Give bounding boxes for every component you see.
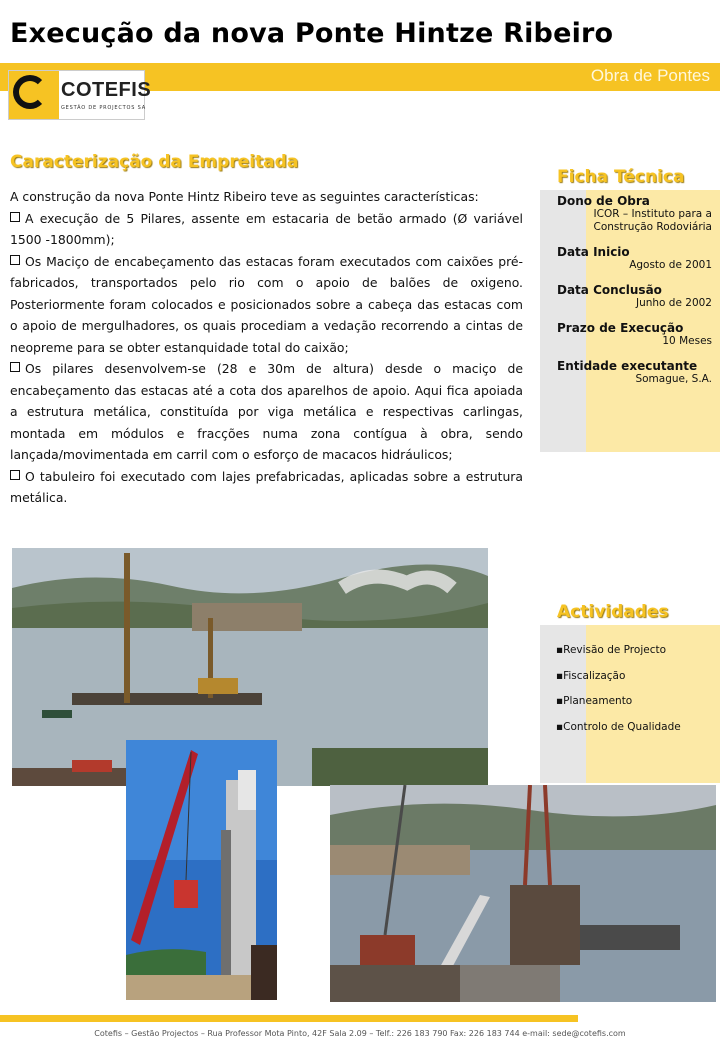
actividades-heading: Actividades (557, 602, 669, 622)
bullet-item: Os Maciço de encabeçamento das estacas foram executados com caixões pré-fabricados, transportados pelo rio com o apoio de balões de oxigeno. Posteriormente foram colocados e posicionados sobre a cabeça das estacas com o apoio de mergulhadores, os quais procediam a vedação recorrendo a cintas de neopreme para se obter estanquidade total do caixão; (10, 253, 523, 355)
actividade-item: ▪Revisão de Projecto (556, 644, 667, 656)
logo-c-mark (13, 75, 47, 109)
bullet-item: O tabuleiro foi executado com lajes prefabricadas, aplicadas sobre a estrutura metálica. (10, 468, 523, 505)
checkbox-bullet-icon (10, 470, 20, 480)
ficha-label: Data Conclusão (557, 283, 662, 297)
ficha-value: Junho de 2002 (635, 297, 712, 309)
actividade-item: ▪Planeamento (556, 695, 633, 707)
ficha-heading: Ficha Técnica (557, 167, 685, 187)
ficha-label: Entidade executante (557, 359, 698, 373)
checkbox-bullet-icon (10, 362, 20, 372)
intro-paragraph: A construção da nova Ponte Hintz Ribeiro teve as seguintes características: (10, 189, 479, 204)
main-body (10, 186, 523, 509)
actividade-item: ▪Controlo de Qualidade (556, 720, 681, 733)
ficha-value: ICOR – Instituto para a Construção Rodoviária (593, 208, 712, 233)
actividades-list (556, 644, 716, 746)
ficha-label: Prazo de Execução (557, 321, 684, 335)
logo-tagline: GESTÃO DE PROJECTOS SA (61, 105, 146, 111)
actividade-item: ▪Fiscalização (556, 669, 626, 682)
ficha-value: Somague, S.A. (635, 373, 712, 385)
checkbox-bullet-icon (10, 212, 20, 222)
ficha-label: Dono de Obra (557, 194, 650, 208)
main-heading: Caracterização da Empreitada (10, 152, 299, 172)
ficha-list (557, 194, 712, 397)
bullet-item: Os pilares desenvolvem-se (28 e 30m de altura) desde o maciço de encabeçamento das estacas até a cota dos aparelhos de apoio. Aqui fica apoiada a estrutura metálica, constituída por viga metálica e respectivas carlingas, montada em módulos e fracções numa zona contígua à obra, sendo lançada/movimentada em carril com o esforço de macacos hidráulicos; (10, 361, 523, 462)
page-title: Execução da nova Ponte Hintze Ribeiro (10, 18, 614, 49)
page-subtitle: Obra de Pontes (590, 66, 710, 85)
footer-divider (0, 1015, 578, 1022)
photo-pier-construction (330, 785, 716, 1002)
ficha-value: Agosto de 2001 (629, 259, 712, 271)
footer-contact: Cotefis – Gestão Projectos – Rua Professor Mota Pinto, 42F Sala 2.09 – Telf.: 226 183 790 Fax: 226 183 744 e-mail: sede@cotefis.com (94, 1029, 626, 1038)
ficha-value: 10 Meses (662, 335, 712, 347)
ficha-label: Data Inicio (557, 245, 630, 259)
bullet-item: A execução de 5 Pilares, assente em estacaria de betão armado (Ø variável 1500 -1800mm); (10, 210, 523, 247)
checkbox-bullet-icon (10, 255, 20, 265)
cotefis-logo (8, 70, 152, 120)
logo-name: COTEFIS (61, 79, 152, 101)
photo-crane-pier (126, 740, 277, 1000)
